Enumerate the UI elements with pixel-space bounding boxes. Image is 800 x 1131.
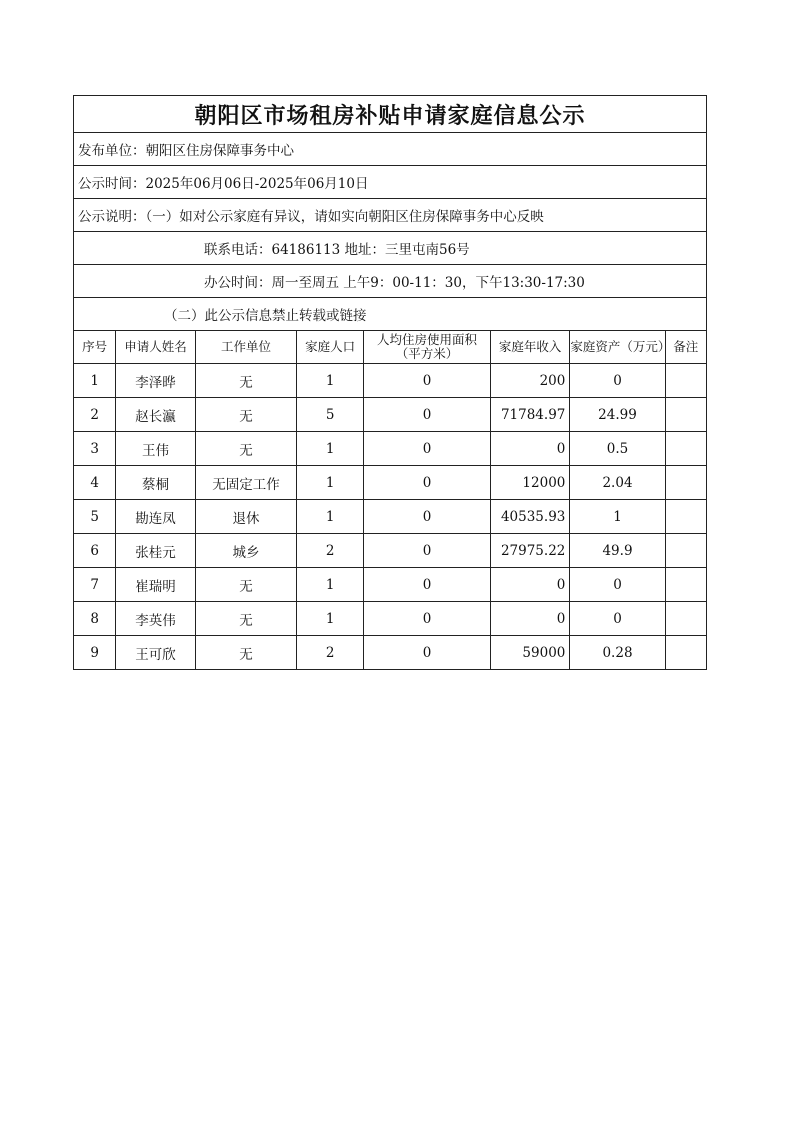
cell-note xyxy=(665,466,706,500)
cell-area: 0 xyxy=(363,534,490,568)
cell-name: 崔瑞明 xyxy=(116,568,195,602)
cell-note xyxy=(665,602,706,636)
notice-sheet xyxy=(73,95,707,670)
col-header-assets: 家庭资产（万元） xyxy=(570,331,665,364)
cell-population: 5 xyxy=(297,398,364,432)
table-row xyxy=(74,568,707,602)
table-row xyxy=(74,432,707,466)
cell-name: 王可欣 xyxy=(116,636,195,670)
cell-area: 0 xyxy=(363,364,490,398)
cell-area: 0 xyxy=(363,432,490,466)
cell-work: 退休 xyxy=(195,500,297,534)
cell-note xyxy=(665,432,706,466)
cell-population: 1 xyxy=(297,364,364,398)
cell-work: 无 xyxy=(195,432,297,466)
cell-note xyxy=(665,364,706,398)
cell-work: 无 xyxy=(195,636,297,670)
table-header-row xyxy=(74,331,707,364)
cell-population: 1 xyxy=(297,500,364,534)
cell-area: 0 xyxy=(363,602,490,636)
cell-assets: 0 xyxy=(570,568,665,602)
cell-no: 6 xyxy=(74,534,116,568)
notice-line-2: 联系电话：64186113 地址：三里屯南56号 xyxy=(74,232,707,265)
cell-population: 1 xyxy=(297,466,364,500)
cell-area: 0 xyxy=(363,398,490,432)
cell-income: 0 xyxy=(491,568,570,602)
cell-no: 4 xyxy=(74,466,116,500)
cell-population: 2 xyxy=(297,636,364,670)
cell-assets: 24.99 xyxy=(570,398,665,432)
cell-area: 0 xyxy=(363,500,490,534)
cell-assets: 0 xyxy=(570,364,665,398)
col-header-area-line2: （平方米） xyxy=(395,346,459,361)
cell-work: 城乡 xyxy=(195,534,297,568)
cell-no: 8 xyxy=(74,602,116,636)
cell-name: 勘连凤 xyxy=(116,500,195,534)
table-row xyxy=(74,364,707,398)
cell-income: 27975.22 xyxy=(491,534,570,568)
cell-work: 无 xyxy=(195,568,297,602)
notice-line-3: 办公时间：周一至周五 上午9：00-11：30，下午13:30-17:30 xyxy=(74,265,707,298)
cell-assets: 0.28 xyxy=(570,636,665,670)
table-row xyxy=(74,636,707,670)
cell-area: 0 xyxy=(363,568,490,602)
table-body xyxy=(74,364,707,670)
cell-note xyxy=(665,500,706,534)
cell-name: 李英伟 xyxy=(116,602,195,636)
cell-assets: 0.5 xyxy=(570,432,665,466)
cell-name: 赵长瀛 xyxy=(116,398,195,432)
cell-income: 200 xyxy=(491,364,570,398)
cell-no: 1 xyxy=(74,364,116,398)
cell-population: 1 xyxy=(297,568,364,602)
cell-area: 0 xyxy=(363,636,490,670)
publisher-line: 发布单位：朝阳区住房保障事务中心 xyxy=(74,133,707,166)
cell-name: 蔡桐 xyxy=(116,466,195,500)
cell-no: 2 xyxy=(74,398,116,432)
cell-work: 无固定工作 xyxy=(195,466,297,500)
period-line: 公示时间：2025年06月06日-2025年06月10日 xyxy=(74,166,707,199)
cell-population: 2 xyxy=(297,534,364,568)
col-header-work: 工作单位 xyxy=(195,331,297,364)
notice-table xyxy=(73,95,707,670)
table-row xyxy=(74,534,707,568)
cell-income: 0 xyxy=(491,432,570,466)
cell-no: 7 xyxy=(74,568,116,602)
cell-work: 无 xyxy=(195,602,297,636)
cell-note xyxy=(665,534,706,568)
notice-line-1: 公示说明：（一）如对公示家庭有异议，请如实向朝阳区住房保障事务中心反映 xyxy=(74,199,707,232)
col-header-income: 家庭年收入 xyxy=(491,331,570,364)
cell-income: 40535.93 xyxy=(491,500,570,534)
table-row xyxy=(74,398,707,432)
col-header-area xyxy=(363,331,490,364)
cell-work: 无 xyxy=(195,398,297,432)
cell-income: 12000 xyxy=(491,466,570,500)
cell-assets: 2.04 xyxy=(570,466,665,500)
col-header-no: 序号 xyxy=(74,331,116,364)
cell-note xyxy=(665,636,706,670)
cell-note xyxy=(665,398,706,432)
cell-area: 0 xyxy=(363,466,490,500)
cell-income: 59000 xyxy=(491,636,570,670)
table-row xyxy=(74,466,707,500)
cell-no: 5 xyxy=(74,500,116,534)
table-row xyxy=(74,500,707,534)
cell-no: 9 xyxy=(74,636,116,670)
cell-name: 张桂元 xyxy=(116,534,195,568)
cell-work: 无 xyxy=(195,364,297,398)
cell-assets: 0 xyxy=(570,602,665,636)
cell-name: 王伟 xyxy=(116,432,195,466)
cell-population: 1 xyxy=(297,602,364,636)
table-row xyxy=(74,602,707,636)
notice-line-4: （二）此公示信息禁止转载或链接 xyxy=(74,298,707,331)
col-header-name: 申请人姓名 xyxy=(116,331,195,364)
cell-assets: 1 xyxy=(570,500,665,534)
cell-note xyxy=(665,568,706,602)
cell-no: 3 xyxy=(74,432,116,466)
col-header-note: 备注 xyxy=(665,331,706,364)
cell-population: 1 xyxy=(297,432,364,466)
cell-income: 0 xyxy=(491,602,570,636)
cell-assets: 49.9 xyxy=(570,534,665,568)
page-title: 朝阳区市场租房补贴申请家庭信息公示 xyxy=(74,96,707,133)
col-header-area-line1: 人均住房使用面积 xyxy=(376,332,477,347)
col-header-population: 家庭人口 xyxy=(297,331,364,364)
cell-name: 李泽晔 xyxy=(116,364,195,398)
cell-income: 71784.97 xyxy=(491,398,570,432)
